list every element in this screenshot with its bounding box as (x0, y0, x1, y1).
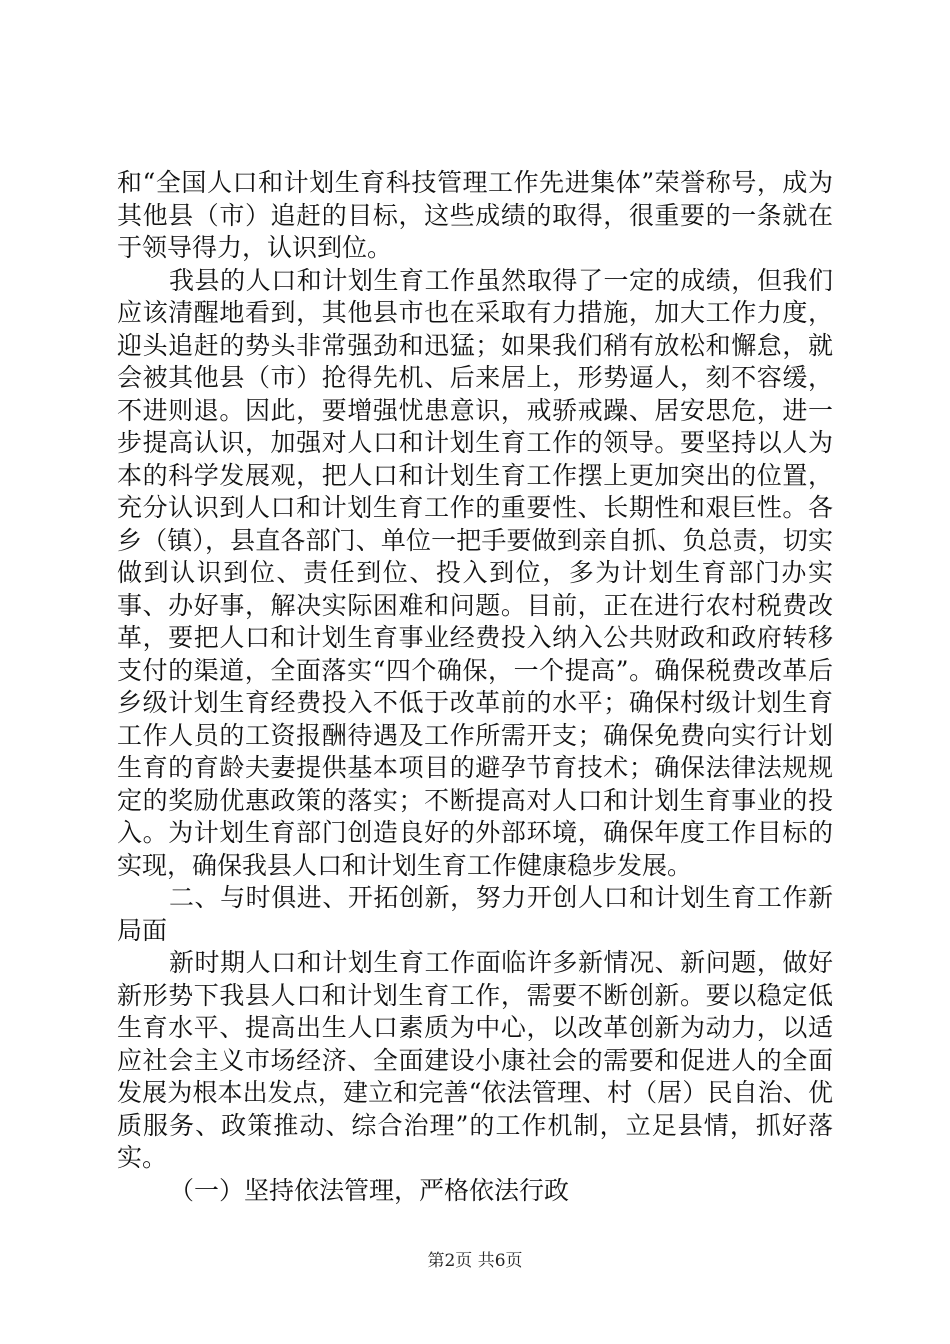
paragraph-innovation: 新时期人口和计划生育工作面临许多新情况、新问题，做好新形势下我县人口和计划生育工作，需要不断创新。要以稳定低生育水平、提高出生人口素质为中心，以改革创新为动力，以适应社会主义市场经济、全面建设小康社会的需要和促进人的全面发展为根本出发点，建立和完善“依法管理、村（居）民自治、优质服务、政策推动、综合治理”的工作机制，立足县情，抓好落实。 (117, 948, 833, 1172)
document-body (117, 167, 833, 1207)
section-heading-two: 二、与时俱进、开拓创新，努力开创人口和计划生育工作新局面 (117, 883, 833, 945)
subsection-heading-one: （一）坚持依法管理，严格依法行政 (169, 1175, 570, 1205)
page-number-footer: 第2页 共6页 (427, 1251, 523, 1271)
paragraph-continuation: 和“全国人口和计划生育科技管理工作先进集体”荣誉称号，成为其他县（市）追赶的目标，这些成绩的取得，很重要的一条就在于领导得力，认识到位。 (117, 168, 833, 262)
paragraph-leadership: 我县的人口和计划生育工作虽然取得了一定的成绩，但我们应该清醒地看到，其他县市也在采取有力措施，加大工作力度，迎头追赶的势头非常强劲和迅猛；如果我们稍有放松和懈怠，就会被其他县（市）抢得先机、后来居上，形势逼人，刻不容缓，不进则退。因此，要增强忧患意识，戒骄戒躁、居安思危，进一步提高认识，加强对人口和计划生育工作的领导。要坚持以人为本的科学发展观，把人口和计划生育工作摆上更加突出的位置，充分认识到人口和计划生育工作的重要性、长期性和艰巨性。各乡（镇），县直各部门、单位一把手要做到亲自抓、负总责，切实做到认识到位、责任到位、投入到位，多为计划生育部门办实事、办好事，解决实际困难和问题。目前，正在进行农村税费改革，要把人口和计划生育事业经费投入纳入公共财政和政府转移支付的渠道，全面落实“四个确保，一个提高”。确保税费改革后乡级计划生育经费投入不低于改革前的水平；确保村级计划生育工作人员的工资报酬待遇及工作所需开支；确保免费向实行计划生育的育龄夫妻提供基本项目的避孕节育技术；确保法律法规规定的奖励优惠政策的落实；不断提高对人口和计划生育事业的投入。为计划生育部门创造良好的外部环境，确保年度工作目标的实现，确保我县人口和计划生育工作健康稳步发展。 (117, 265, 833, 880)
